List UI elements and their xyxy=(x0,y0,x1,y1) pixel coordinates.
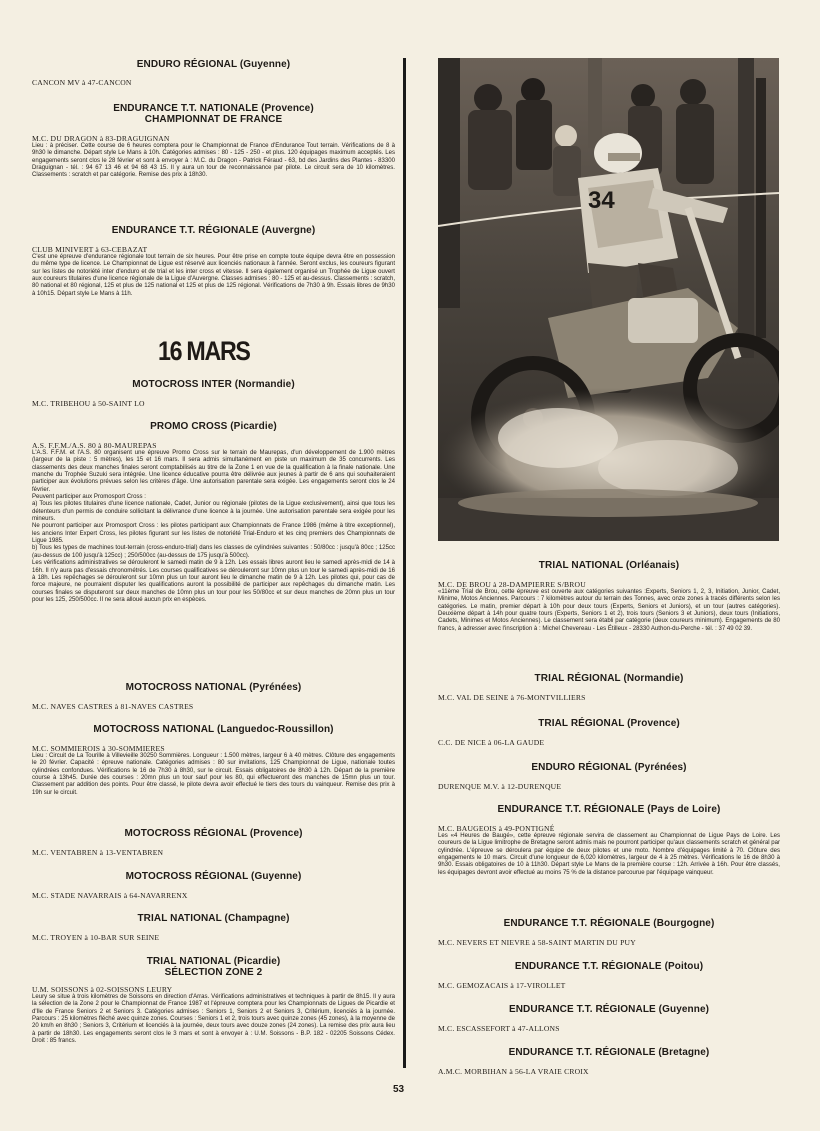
event-title: TRIAL NATIONAL (Picardie) SÉLECTION ZONE 2 xyxy=(146,956,281,978)
event-trial-national-orleanais xyxy=(438,560,780,633)
event-endurance-tt-regionale-poitou xyxy=(438,961,780,990)
trial-rider-photo xyxy=(438,58,779,541)
column-divider xyxy=(403,58,406,1068)
event-title: MOTOCROSS RÉGIONAL (Guyenne) xyxy=(125,871,302,882)
event-club: A.S. F.F.M./A.S. 80 à 80-MAUREPAS xyxy=(32,441,157,450)
event-club: A.M.C. MORBIHAN à 56-LA VRAIE CROIX xyxy=(438,1067,589,1076)
event-description: Lieu : Circuit de La Tourille à Villevieille 30250 Sommières. Longueur : 1.500 mètres, largeur 6 à 40 mètres. Clôture des engagements le 20 février. Capacité : épreuve nationale. Catégories admises : 80 sur invitations, 125 Championnat de Ligue, nationale toutes cylindrées confondues. Vérifications le 16 de 7h30 à 8h30, sur le circuit. Essais obligatoires de 8h30 à 12h. Départ de la première course à 13h45. Durée des courses : 20mn plus un tour sauf pour les 80, qui effectueront des manches de 15mn plus un tour. Classement par addition des points. Pour être classé, le pilote devra avoir effectué le tiers des tours du vainqueur. Remise des prix à 19h sur le circuit. xyxy=(32,753,395,796)
date-heading: 16 MARS xyxy=(158,336,250,366)
event-endurance-tt-regionale-pays-de-loire xyxy=(438,804,780,877)
event-club: C.C. DE NICE à 06-LA GAUDE xyxy=(438,738,545,747)
event-title: TRIAL RÉGIONAL (Provence) xyxy=(538,718,680,729)
event-enduro-regional-pyrenees xyxy=(438,762,780,791)
event-title: MOTOCROSS RÉGIONAL (Provence) xyxy=(124,828,303,839)
event-motocross-national-languedoc xyxy=(32,724,395,797)
event-endurance-tt-nationale-provence xyxy=(32,103,395,180)
event-endurance-tt-regionale-bourgogne xyxy=(438,918,780,947)
event-endurance-tt-regionale-auvergne xyxy=(32,225,395,298)
event-description: C'est une épreuve d'endurance régionale tout terrain de six heures. Pour être prise en compte toute équipe devra être en possession du même type de licence. Le Championnat de Ligue est réservé aux licenciés nationaux à l'année. Seront exclus, les coureurs figurant sur les listes de notoriété inter d'enduro et de trial et les inter cross et vitesse. Il sera également organisé un Trophée de Ligue ouvert aux coureurs titulaires d'une licence régionale de la Ligue d'Auvergne. Classes admises : 80 - 125 et au-dessus. Classements : scratch, 80 national et 80 régional, 125 et plus de 125 national et 125 et plus de 125 régional. Vérifications de 7h30 à 9h. Essais libres de 9h30 à 10h15. Départ style Le Mans à 11h. xyxy=(32,254,395,297)
rider-number: 34 xyxy=(588,187,615,214)
event-club: M.C. GEMOZACAIS à 17-VIROLLET xyxy=(438,981,566,990)
event-club: M.C. VENTABREN à 13-VENTABREN xyxy=(32,848,164,857)
event-title: ENDURO RÉGIONAL (Guyenne) xyxy=(136,59,291,70)
event-title: TRIAL NATIONAL (Champagne) xyxy=(137,913,290,924)
event-title: TRIAL NATIONAL (Orléanais) xyxy=(538,560,680,571)
event-motocross-national-pyrenees xyxy=(32,682,395,711)
event-endurance-tt-regionale-guyenne xyxy=(438,1004,780,1033)
event-title: PROMO CROSS (Picardie) xyxy=(150,421,277,432)
event-club: M.C. BAUGEOIS à 49-PONTIGNÉ xyxy=(438,824,555,833)
event-motocross-inter-normandie xyxy=(32,379,395,408)
event-title: MOTOCROSS NATIONAL (Languedoc-Roussillon) xyxy=(93,724,334,735)
event-title: ENDURANCE T.T. RÉGIONALE (Guyenne) xyxy=(508,1004,710,1015)
event-club: U.M. SOISSONS à 02-SOISSONS LEURY xyxy=(32,985,173,994)
event-title: ENDURANCE T.T. RÉGIONALE (Pays de Loire) xyxy=(497,804,721,815)
page-number: 53 xyxy=(393,1084,405,1095)
event-trial-national-picardie xyxy=(32,956,395,1045)
event-trial-national-champagne xyxy=(32,913,395,942)
event-title: ENDURANCE T.T. NATIONALE (Provence) CHAMPIONNAT DE FRANCE xyxy=(113,103,314,125)
event-title: ENDURO RÉGIONAL (Pyrénées) xyxy=(531,762,687,773)
event-description: Lieu : à préciser. Cette course de 6 heures comptera pour le Championnat de France d'Endurance Tout terrain. Vérifications de 8 à 9h30 le dimanche. Départ style Le Mans à 10h. Catégories admises : 80 - 125 - 250 - et plus. 120 équipages maximum acceptés. Les engagements seront clos le 28 février et sont à envoyer à : M.C. du Dragon - Patrick Féraud - 63, bd des Jardins des Plantes - 83300 Draguignan - tél. : 94 67 13 46 et 94 68 43 15. Il y aura un tour de reconnaissance par pilote. Le circuit sera de 10 kilomètres. Classements : scratch et par catégorie. Remise des prix à 18h30. xyxy=(32,143,395,179)
event-title: ENDURANCE T.T. RÉGIONALE (Bourgogne) xyxy=(503,918,715,929)
event-club: M.C. NEVERS ET NIEVRE à 58-SAINT MARTIN DU PUY xyxy=(438,938,636,947)
event-description: L'A.S. F.F.M. et l'A.S. 80 organisent une épreuve Promo Cross sur le terrain de Maurepas, d'un développement de 1.900 mètres (largeur de la piste : 5 mètres), les 15 et 16 mars. Il sera admis simultanément en piste un maximum de 35 concurrents. Les classements des deux manches finales seront comptabilisés au titre de la Zone 1 en vue de la qualification à la finale nationale. Une manche du Trophée Suzuki sera intégrée. Une licence éducative pourra être délivrée aux jeunes à partir de 6 ans qui souhaiteraient participer aux évolutions prévues selon les critères d'âge. Une autorisation parentale sera exigée. Les engagements seront clos le 24 février. Peuvent participer aux Promosport Cross : a) Tous les pilotes titulaires d'une licence nationale, Cadet, Junior ou régionale (pilotes de la Ligue exclusivement), ainsi que tous les détenteurs d'un permis de conduire sollicitant la délivrance d'une licence à la journée. Une autorisation parentale sera exigée pour les mineurs. Ne pourront participer aux Promosport Cross : les pilotes participant aux Championnats de France 1986 (même à titre exceptionnel), les anciens Inter Expert Cross, les pilotes figurant sur les listes de notoriété Trial-Enduro et les cinq premiers des Championnats de Ligue 1985. b) Tous les types de machines tout-terrain (cross-enduro-trial) dans les classes de cylindrées suivantes : 50/80cc : jusqu'à 80cc ; 125cc (au-dessus de 100 jusqu'à 125cc) ; 250/500cc (au-dessus de 175 jusqu'à 500cc). Les vérifications administratives se dérouleront le samedi matin de 9 à 12h. Les essais libres auront lieu le samedi après-midi de 14 à 16h. Il n'y aura pas d'essais chronométrés. Les courses qualificatives se dérouleront sur 10mn plus un tour le samedi après-midi de 16 à 18h. Les repêchages se dérouleront sur 10mn plus un tour auront lieu le dimanche matin de 9 à 12h. Les pilotes qui, pour cas de force majeure, ne pourraient disputer les qualifications auront la possibilité de participer aux repêchages du dimanche matin. Les courses finales se disputeront sur deux manches de 10mn plus un tour pour les 50/80cc et sur deux manches de 20mn plus un tour pour les 125, 250/500cc. Il ne sera alloué aucun prix en espèces. xyxy=(32,450,395,603)
event-title: MOTOCROSS NATIONAL (Pyrénées) xyxy=(125,682,302,693)
event-club: M.C. TRIBEHOU à 50-SAINT LO xyxy=(32,399,145,408)
event-club: CLUB MINIVERT à 63-CEBAZAT xyxy=(32,245,148,254)
event-club: M.C. TROYEN à 10-BAR SUR SEINE xyxy=(32,933,160,942)
event-trial-regional-provence xyxy=(438,718,780,747)
trial-rider-illustration xyxy=(438,58,779,541)
event-club: M.C. DE BROU à 28-DAMPIERRE S/BROU xyxy=(438,580,586,589)
event-motocross-regional-guyenne xyxy=(32,871,395,900)
event-endurance-tt-regionale-bretagne xyxy=(438,1047,780,1076)
event-motocross-regional-provence xyxy=(32,828,395,857)
event-club: M.C. NAVES CASTRES à 81-NAVES CASTRES xyxy=(32,702,194,711)
event-club: M.C. ESCASSEFORT à 47-ALLONS xyxy=(438,1024,560,1033)
event-club: M.C. VAL DE SEINE à 76-MONTVILLIERS xyxy=(438,693,586,702)
event-promo-cross-picardie xyxy=(32,421,395,604)
event-club: DURENQUE M.V. à 12-DURENQUE xyxy=(438,782,562,791)
event-trial-regional-normandie xyxy=(438,673,780,702)
event-description: Les «4 Heures de Baugé», cette épreuve régionale servira de classement au Championnat de Ligue Pays de Loire. Les coureurs de la Ligue limitrophe de Bretagne seront admis mais ne pourront participer qu'aux classements scratch et général par cylindrée. L'épreuve se déroulera par équipe de deux pilotes et une moto. Nombre d'équipages limité à 70. Clôture des engagements le 10 mars. Circuit d'une longueur de 6,020 kilomètres, largeur de 4 à 25 mètres. Vérifications le 16 de 8h30 à 9h30. Essais obligatoires de 10 à 11h30. Départ style Le Mans de la première course : 12h. Arrivée à 16h. Pour être classés, les équipages devront avoir effectué au moins 75 % de la distance parcourue par l'équipage vainqueur. xyxy=(438,833,780,876)
event-title: MOTOCROSS INTER (Normandie) xyxy=(132,379,295,390)
event-title: ENDURANCE T.T. RÉGIONALE (Poitou) xyxy=(514,961,704,972)
event-club: M.C. STADE NAVARRAIS à 64-NAVARRENX xyxy=(32,891,188,900)
event-club: CANCON MV à 47-CANCON xyxy=(32,78,132,87)
event-club: M.C. SOMMIEROIS à 30-SOMMIERES xyxy=(32,744,165,753)
event-description: Leury se situe à trois kilomètres de Soissons en direction d'Arras. Vérifications administratives et techniques à partir de 8h15. Il y aura la sélection de la Zone 2 pour le Championnat de France 1987 et l'épreuve comptera pour les Championnats de Ligues de Picardie et d'Ile de France Seniors 2 et Seniors 3. Catégories admises : Seniors 1, Seniors 2 et Seniors 3, Critérium, licenciés à la journée. Parcours : 25 kilomètres fléché avec quinze zones. Courses : Seniors 1 et 2, trois tours avec quinze zones (45 zones), à la moyenne de 20 km/h en 8h30 ; Seniors 3, Critérium et licenciés à la journée, deux tours avec douze zones (24 zones). La remise des prix aura lieu à partir de 18h30. Les engagements seront clos le 3 mars et sont à envoyer à : U.M. Soissons - B.P. 182 - 02205 Soissons Cédex. Droit : 85 francs. xyxy=(32,994,396,1045)
event-enduro-regional-guyenne xyxy=(32,59,395,87)
event-club: M.C. DU DRAGON à 83-DRAGUIGNAN xyxy=(32,134,170,143)
event-title: ENDURANCE T.T. RÉGIONALE (Bretagne) xyxy=(508,1047,710,1058)
event-title: ENDURANCE T.T. RÉGIONALE (Auvergne) xyxy=(111,225,316,236)
event-description: «11ème Trial de Brou, cette épreuve est ouverte aux catégories suivantes :Experts, Seniors 1, 2, 3, Initiation, Junior, Cadet, Minime, Motos Anciennes. Parcours : 7 kilomètres autour du terrain des Tonnes, avec onze zones à tracés différents selon les catégories. Le matin, premier départ à 10h pour deux tours (Experts, Seniors et Juniors), et un tour (autres catégories). Deuxième départ à 14h pour quatre tours (Experts, Seniors 1 et 2), trois tours (Seniors 3 et Juniors), deux tours (Initiations, Cadets, Minimes et Motos Anciennes). Le classement sera établi par catégorie (deux coureurs minimum). Engagements de 80 francs, à adresser avec l'inscription à : Michel Chevereau - Les Étilleux - 28330 Authon-du-Perche - tél. : 37 49 02 39. xyxy=(438,589,780,632)
event-title: TRIAL RÉGIONAL (Normandie) xyxy=(534,673,684,684)
